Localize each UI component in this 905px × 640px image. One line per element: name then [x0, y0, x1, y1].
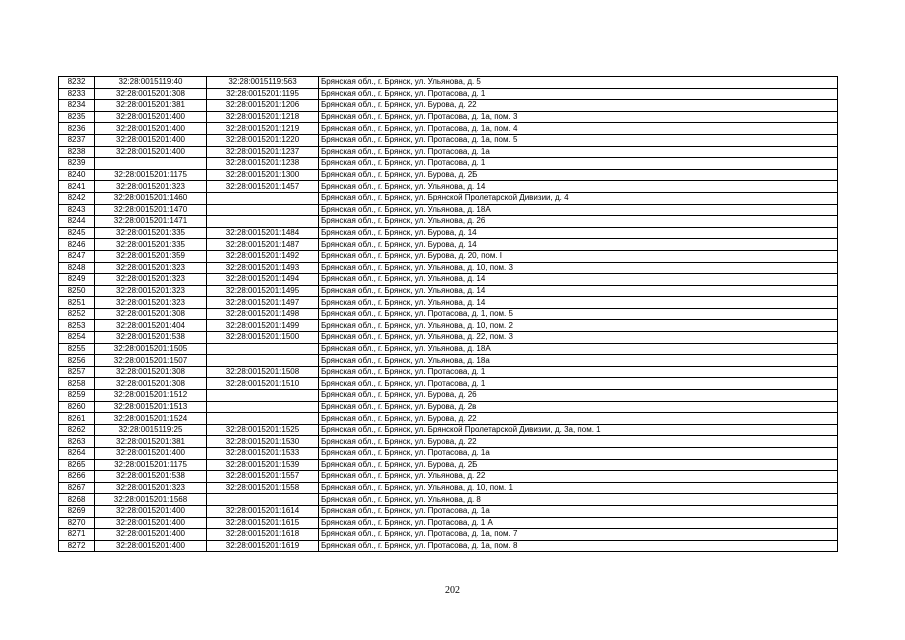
land-cadastral-number-cell: 32:28:0015119:25 — [95, 424, 207, 436]
land-cadastral-number-cell: 32:28:0015201:400 — [95, 505, 207, 517]
object-cadastral-number-cell: 32:28:0015201:1237 — [207, 146, 319, 158]
land-cadastral-number-cell: 32:28:0015201:323 — [95, 297, 207, 309]
object-cadastral-number-cell: 32:28:0015201:1492 — [207, 250, 319, 262]
address-cell: Брянская обл., г. Брянск, ул. Протасова, д. 1а — [319, 505, 838, 517]
address-cell: Брянская обл., г. Брянск, ул. Бурова, д. 20, пом. I — [319, 250, 838, 262]
address-cell: Брянская обл., г. Брянск, ул. Бурова, д. 14 — [319, 239, 838, 251]
address-cell: Брянская обл., г. Брянск, ул. Ульянова, д. 18А — [319, 343, 838, 355]
object-cadastral-number-cell — [207, 192, 319, 204]
object-cadastral-number-cell: 32:28:0015201:1494 — [207, 274, 319, 286]
address-cell: Брянская обл., г. Брянск, ул. Ульянова, д. 10, пом. 3 — [319, 262, 838, 274]
land-cadastral-number-cell: 32:28:0015201:335 — [95, 239, 207, 251]
row-number-cell: 8233 — [59, 88, 95, 100]
address-cell: Брянская обл., г. Брянск, ул. Протасова, д. 1, пом. 5 — [319, 308, 838, 320]
table-row — [59, 216, 838, 228]
land-cadastral-number-cell: 32:28:0015201:1524 — [95, 413, 207, 425]
address-cell: Брянская обл., г. Брянск, ул. Бурова, д. 22 — [319, 436, 838, 448]
address-cell: Брянская обл., г. Брянск, ул. Бурова, д. 2в — [319, 401, 838, 413]
table-row — [59, 459, 838, 471]
object-cadastral-number-cell: 32:28:0015201:1487 — [207, 239, 319, 251]
table-row — [59, 390, 838, 402]
object-cadastral-number-cell: 32:28:0015201:1484 — [207, 227, 319, 239]
object-cadastral-number-cell: 32:28:0015201:1195 — [207, 88, 319, 100]
table-row — [59, 540, 838, 552]
object-cadastral-number-cell: 32:28:0015201:1206 — [207, 100, 319, 112]
address-cell: Брянская обл., г. Брянск, ул. Бурова, д. 22 — [319, 100, 838, 112]
page-number: 202 — [445, 585, 460, 596]
object-cadastral-number-cell: 32:28:0015201:1219 — [207, 123, 319, 135]
land-cadastral-number-cell: 32:28:0015201:1175 — [95, 169, 207, 181]
land-cadastral-number-cell: 32:28:0015201:404 — [95, 320, 207, 332]
land-cadastral-number-cell: 32:28:0015201:1505 — [95, 343, 207, 355]
row-number-cell: 8244 — [59, 216, 95, 228]
row-number-cell: 8255 — [59, 343, 95, 355]
land-cadastral-number-cell: 32:28:0015201:400 — [95, 448, 207, 460]
object-cadastral-number-cell: 32:28:0015201:1497 — [207, 297, 319, 309]
row-number-cell: 8265 — [59, 459, 95, 471]
row-number-cell: 8243 — [59, 204, 95, 216]
address-cell: Брянская обл., г. Брянск, ул. Ульянова, д. 14 — [319, 181, 838, 193]
table-row — [59, 111, 838, 123]
row-number-cell: 8234 — [59, 100, 95, 112]
property-table — [58, 76, 838, 552]
table-row — [59, 181, 838, 193]
land-cadastral-number-cell: 32:28:0015201:400 — [95, 517, 207, 529]
land-cadastral-number-cell: 32:28:0015201:323 — [95, 181, 207, 193]
table-row — [59, 401, 838, 413]
object-cadastral-number-cell: 32:28:0015119:563 — [207, 77, 319, 89]
table-row — [59, 123, 838, 135]
land-cadastral-number-cell: 32:28:0015201:323 — [95, 262, 207, 274]
table-row — [59, 482, 838, 494]
address-cell: Брянская обл., г. Брянск, ул. Бурова, д. 2Б — [319, 169, 838, 181]
address-cell: Брянская обл., г. Брянск, ул. Протасова, д. 1а, пом. 7 — [319, 529, 838, 541]
address-cell: Брянская обл., г. Брянск, ул. Бурова, д. 26 — [319, 390, 838, 402]
address-cell: Брянская обл., г. Брянск, ул. Протасова, д. 1 А — [319, 517, 838, 529]
land-cadastral-number-cell: 32:28:0015201:1507 — [95, 355, 207, 367]
table-row — [59, 250, 838, 262]
table-row — [59, 355, 838, 367]
row-number-cell: 8232 — [59, 77, 95, 89]
row-number-cell: 8267 — [59, 482, 95, 494]
object-cadastral-number-cell: 32:28:0015201:1500 — [207, 332, 319, 344]
address-cell: Брянская обл., г. Брянск, ул. Ульянова, д. 14 — [319, 297, 838, 309]
address-cell: Брянская обл., г. Брянск, ул. Ульянова, д. 18а — [319, 355, 838, 367]
land-cadastral-number-cell — [95, 158, 207, 170]
address-cell: Брянская обл., г. Брянск, ул. Протасова, д. 1а — [319, 146, 838, 158]
land-cadastral-number-cell: 32:28:0015201:308 — [95, 308, 207, 320]
address-cell: Брянская обл., г. Брянск, ул. Ульянова, д. 10, пом. 2 — [319, 320, 838, 332]
address-cell: Брянская обл., г. Брянск, ул. Ульянова, д. 26 — [319, 216, 838, 228]
row-number-cell: 8269 — [59, 505, 95, 517]
row-number-cell: 8246 — [59, 239, 95, 251]
object-cadastral-number-cell — [207, 494, 319, 506]
row-number-cell: 8271 — [59, 529, 95, 541]
address-cell: Брянская обл., г. Брянск, ул. Ульянова, д. 5 — [319, 77, 838, 89]
row-number-cell: 8260 — [59, 401, 95, 413]
object-cadastral-number-cell: 32:28:0015201:1238 — [207, 158, 319, 170]
object-cadastral-number-cell: 32:28:0015201:1218 — [207, 111, 319, 123]
object-cadastral-number-cell: 32:28:0015201:1558 — [207, 482, 319, 494]
table-row — [59, 332, 838, 344]
address-cell: Брянская обл., г. Брянск, ул. Ульянова, д. 14 — [319, 285, 838, 297]
object-cadastral-number-cell: 32:28:0015201:1618 — [207, 529, 319, 541]
row-number-cell: 8239 — [59, 158, 95, 170]
row-number-cell: 8249 — [59, 274, 95, 286]
land-cadastral-number-cell: 32:28:0015201:323 — [95, 482, 207, 494]
object-cadastral-number-cell — [207, 204, 319, 216]
land-cadastral-number-cell: 32:28:0015201:1513 — [95, 401, 207, 413]
table-row — [59, 424, 838, 436]
table-row — [59, 308, 838, 320]
address-cell: Брянская обл., г. Брянск, ул. Протасова, д. 1а, пом. 5 — [319, 134, 838, 146]
land-cadastral-number-cell: 32:28:0015201:323 — [95, 274, 207, 286]
land-cadastral-number-cell: 32:28:0015201:1512 — [95, 390, 207, 402]
table-row — [59, 158, 838, 170]
object-cadastral-number-cell: 32:28:0015201:1300 — [207, 169, 319, 181]
row-number-cell: 8251 — [59, 297, 95, 309]
object-cadastral-number-cell: 32:28:0015201:1533 — [207, 448, 319, 460]
address-cell: Брянская обл., г. Брянск, ул. Бурова, д. 22 — [319, 413, 838, 425]
row-number-cell: 8261 — [59, 413, 95, 425]
object-cadastral-number-cell: 32:28:0015201:1499 — [207, 320, 319, 332]
row-number-cell: 8266 — [59, 471, 95, 483]
land-cadastral-number-cell: 32:28:0015201:1460 — [95, 192, 207, 204]
object-cadastral-number-cell: 32:28:0015201:1525 — [207, 424, 319, 436]
row-number-cell: 8270 — [59, 517, 95, 529]
row-number-cell: 8268 — [59, 494, 95, 506]
row-number-cell: 8253 — [59, 320, 95, 332]
row-number-cell: 8263 — [59, 436, 95, 448]
land-cadastral-number-cell: 32:28:0015201:381 — [95, 436, 207, 448]
address-cell: Брянская обл., г. Брянск, ул. Ульянова, д. 18А — [319, 204, 838, 216]
row-number-cell: 8272 — [59, 540, 95, 552]
land-cadastral-number-cell: 32:28:0015201:308 — [95, 378, 207, 390]
table-row — [59, 448, 838, 460]
object-cadastral-number-cell: 32:28:0015201:1498 — [207, 308, 319, 320]
land-cadastral-number-cell: 32:28:0015201:1568 — [95, 494, 207, 506]
row-number-cell: 8259 — [59, 390, 95, 402]
object-cadastral-number-cell: 32:28:0015201:1457 — [207, 181, 319, 193]
object-cadastral-number-cell: 32:28:0015201:1508 — [207, 366, 319, 378]
object-cadastral-number-cell — [207, 355, 319, 367]
table-row — [59, 134, 838, 146]
table-row — [59, 77, 838, 89]
table-row — [59, 88, 838, 100]
address-cell: Брянская обл., г. Брянск, ул. Брянской Пролетарской Дивизии, д. 3а, пом. 1 — [319, 424, 838, 436]
land-cadastral-number-cell: 32:28:0015201:323 — [95, 285, 207, 297]
table-row — [59, 297, 838, 309]
table-row — [59, 100, 838, 112]
address-cell: Брянская обл., г. Брянск, ул. Брянской Пролетарской Дивизии, д. 4 — [319, 192, 838, 204]
table-row — [59, 471, 838, 483]
land-cadastral-number-cell: 32:28:0015201:335 — [95, 227, 207, 239]
table-row — [59, 343, 838, 355]
address-cell: Брянская обл., г. Брянск, ул. Протасова, д. 1 — [319, 366, 838, 378]
address-cell: Брянская обл., г. Брянск, ул. Ульянова, д. 22, пом. 3 — [319, 332, 838, 344]
row-number-cell: 8245 — [59, 227, 95, 239]
table-row — [59, 262, 838, 274]
land-cadastral-number-cell: 32:28:0015201:1471 — [95, 216, 207, 228]
land-cadastral-number-cell: 32:28:0015201:400 — [95, 123, 207, 135]
land-cadastral-number-cell: 32:28:0015201:1470 — [95, 204, 207, 216]
table-row — [59, 494, 838, 506]
object-cadastral-number-cell: 32:28:0015201:1539 — [207, 459, 319, 471]
row-number-cell: 8242 — [59, 192, 95, 204]
address-cell: Брянская обл., г. Брянск, ул. Ульянова, д. 8 — [319, 494, 838, 506]
land-cadastral-number-cell: 32:28:0015201:400 — [95, 146, 207, 158]
address-cell: Брянская обл., г. Брянск, ул. Бурова, д. 14 — [319, 227, 838, 239]
land-cadastral-number-cell: 32:28:0015119:40 — [95, 77, 207, 89]
land-cadastral-number-cell: 32:28:0015201:308 — [95, 88, 207, 100]
object-cadastral-number-cell — [207, 216, 319, 228]
address-cell: Брянская обл., г. Брянск, ул. Протасова, д. 1а, пом. 4 — [319, 123, 838, 135]
table-row — [59, 204, 838, 216]
object-cadastral-number-cell — [207, 343, 319, 355]
table-row — [59, 227, 838, 239]
row-number-cell: 8241 — [59, 181, 95, 193]
address-cell: Брянская обл., г. Брянск, ул. Протасова, д. 1а — [319, 448, 838, 460]
address-cell: Брянская обл., г. Брянск, ул. Протасова, д. 1 — [319, 378, 838, 390]
address-cell: Брянская обл., г. Брянск, ул. Протасова, д. 1 — [319, 88, 838, 100]
object-cadastral-number-cell: 32:28:0015201:1557 — [207, 471, 319, 483]
land-cadastral-number-cell: 32:28:0015201:538 — [95, 471, 207, 483]
land-cadastral-number-cell: 32:28:0015201:400 — [95, 529, 207, 541]
row-number-cell: 8248 — [59, 262, 95, 274]
object-cadastral-number-cell: 32:28:0015201:1510 — [207, 378, 319, 390]
land-cadastral-number-cell: 32:28:0015201:400 — [95, 111, 207, 123]
address-cell: Брянская обл., г. Брянск, ул. Протасова, д. 1а, пом. 8 — [319, 540, 838, 552]
address-cell: Брянская обл., г. Брянск, ул. Ульянова, д. 14 — [319, 274, 838, 286]
row-number-cell: 8235 — [59, 111, 95, 123]
table-row — [59, 529, 838, 541]
address-cell: Брянская обл., г. Брянск, ул. Протасова, д. 1а, пом. 3 — [319, 111, 838, 123]
row-number-cell: 8240 — [59, 169, 95, 181]
object-cadastral-number-cell: 32:28:0015201:1495 — [207, 285, 319, 297]
address-cell: Брянская обл., г. Брянск, ул. Ульянова, д. 10, пом. 1 — [319, 482, 838, 494]
row-number-cell: 8264 — [59, 448, 95, 460]
table-row — [59, 320, 838, 332]
object-cadastral-number-cell — [207, 401, 319, 413]
address-cell: Брянская обл., г. Брянск, ул. Протасова, д. 1 — [319, 158, 838, 170]
property-table-body — [59, 77, 838, 552]
row-number-cell: 8237 — [59, 134, 95, 146]
land-cadastral-number-cell: 32:28:0015201:359 — [95, 250, 207, 262]
table-row — [59, 285, 838, 297]
row-number-cell: 8256 — [59, 355, 95, 367]
row-number-cell: 8254 — [59, 332, 95, 344]
land-cadastral-number-cell: 32:28:0015201:400 — [95, 134, 207, 146]
table-row — [59, 436, 838, 448]
address-cell: Брянская обл., г. Брянск, ул. Бурова, д. 2Б — [319, 459, 838, 471]
object-cadastral-number-cell — [207, 390, 319, 402]
table-row — [59, 366, 838, 378]
object-cadastral-number-cell: 32:28:0015201:1614 — [207, 505, 319, 517]
table-row — [59, 378, 838, 390]
row-number-cell: 8250 — [59, 285, 95, 297]
object-cadastral-number-cell: 32:28:0015201:1530 — [207, 436, 319, 448]
table-row — [59, 274, 838, 286]
row-number-cell: 8252 — [59, 308, 95, 320]
address-cell: Брянская обл., г. Брянск, ул. Ульянова, д. 22 — [319, 471, 838, 483]
object-cadastral-number-cell: 32:28:0015201:1615 — [207, 517, 319, 529]
property-table-container — [58, 76, 837, 552]
land-cadastral-number-cell: 32:28:0015201:381 — [95, 100, 207, 112]
table-row — [59, 505, 838, 517]
row-number-cell: 8238 — [59, 146, 95, 158]
land-cadastral-number-cell: 32:28:0015201:400 — [95, 540, 207, 552]
row-number-cell: 8236 — [59, 123, 95, 135]
object-cadastral-number-cell: 32:28:0015201:1220 — [207, 134, 319, 146]
land-cadastral-number-cell: 32:28:0015201:538 — [95, 332, 207, 344]
row-number-cell: 8258 — [59, 378, 95, 390]
row-number-cell: 8257 — [59, 366, 95, 378]
row-number-cell: 8247 — [59, 250, 95, 262]
row-number-cell: 8262 — [59, 424, 95, 436]
table-row — [59, 169, 838, 181]
table-row — [59, 192, 838, 204]
object-cadastral-number-cell: 32:28:0015201:1493 — [207, 262, 319, 274]
land-cadastral-number-cell: 32:28:0015201:1175 — [95, 459, 207, 471]
object-cadastral-number-cell — [207, 413, 319, 425]
object-cadastral-number-cell: 32:28:0015201:1619 — [207, 540, 319, 552]
table-row — [59, 146, 838, 158]
table-row — [59, 239, 838, 251]
table-row — [59, 413, 838, 425]
table-row — [59, 517, 838, 529]
land-cadastral-number-cell: 32:28:0015201:308 — [95, 366, 207, 378]
